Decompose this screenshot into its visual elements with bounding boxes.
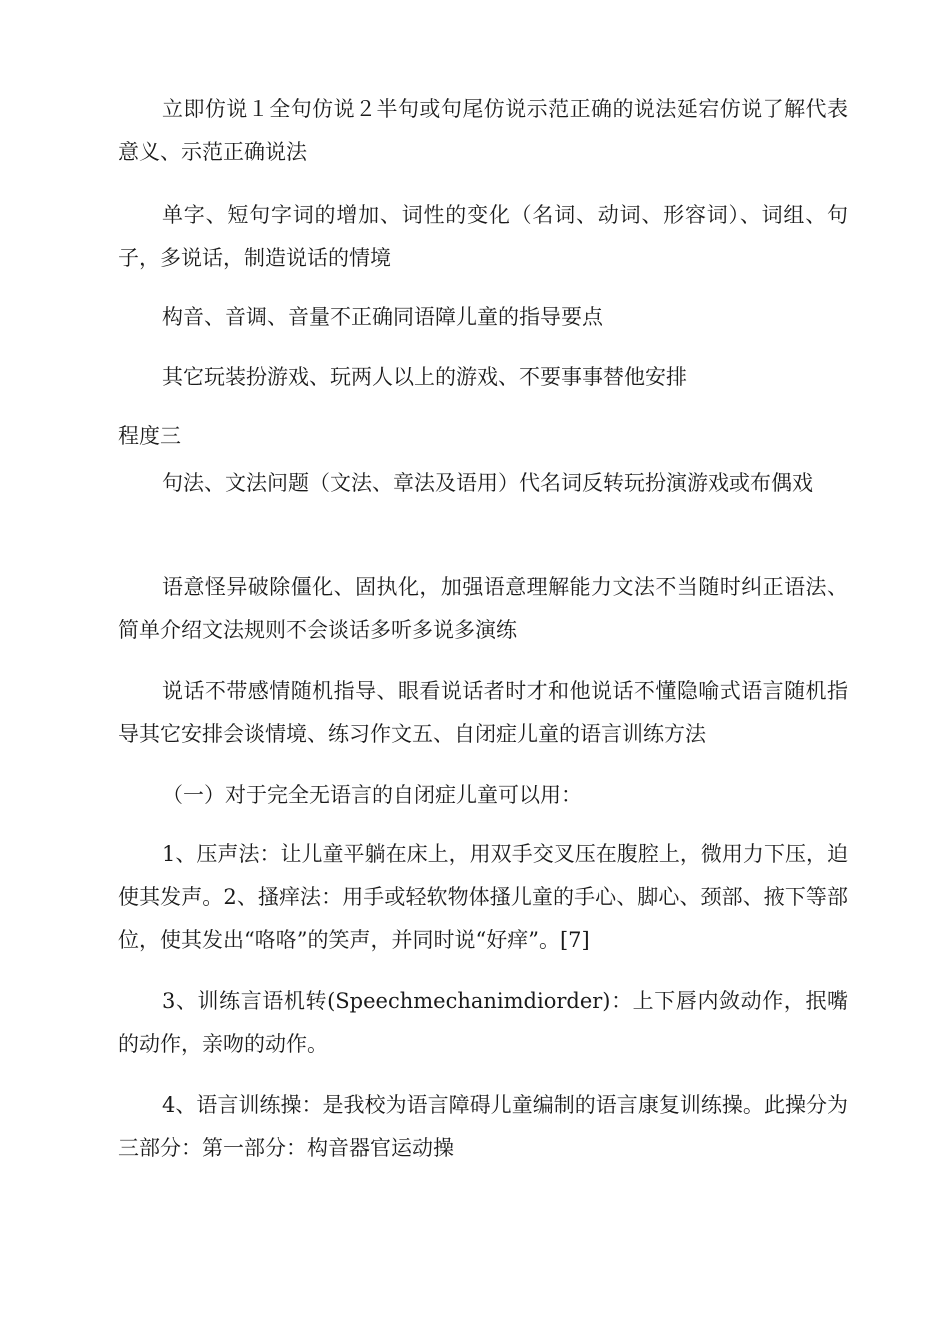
paragraph-imitation: 立即仿说１全句仿说２半句或句尾仿说示范正确的说法延宕仿说了解代表意义、示范正确说法 [118,97,848,164]
paragraph-emotion: 说话不带感情随机指导、眼看说话者时才和他说话不懂隐喻式语言随机指导其它安排会谈情境、练习作文五、自闭症儿童的语言训练方法 [118,679,848,746]
section-heading-level-three: 程度三 [118,424,181,448]
paragraph-subsection-one: （一）对于完全无语言的自闭症儿童可以用： [162,783,582,807]
paragraph-semantics: 语意怪异破除僵化、固执化，加强语意理解能力文法不当随时纠正语法、简单介绍文法规则不会谈话多听多说多演练 [118,575,848,642]
paragraph-item-4: 4、语言训练操：是我校为语言障碍儿童编制的语言康复训练操。此操分为三部分：第一部分：构音器官运动操 [118,1093,848,1160]
paragraph-articulation: 构音、音调、音量不正确同语障儿童的指导要点 [162,305,603,329]
paragraph-vocabulary: 单字、短句字词的增加、词性的变化（名词、动词、形容词）、词组、句子，多说话，制造说话的情境 [118,203,848,270]
paragraph-syntax: 句法、文法问题（文法、章法及语用）代名词反转玩扮演游戏或布偶戏 [162,471,813,495]
paragraph-item-1-2: 1、压声法：让儿童平躺在床上，用双手交叉压在腹腔上，微用力下压，迫使其发声。2、搔痒法：用手或轻软物体搔儿童的手心、脚心、颈部、掖下等部位，使其发出“咯咯”的笑声，并同时说“好痒”。[7] [118,842,848,952]
paragraph-play: 其它玩装扮游戏、玩两人以上的游戏、不要事事替他安排 [162,365,687,389]
paragraph-item-3: 3、训练言语机转(Speechmechanimdiorder)：上下唇内敛动作，抿嘴的动作，亲吻的动作。 [118,989,848,1056]
